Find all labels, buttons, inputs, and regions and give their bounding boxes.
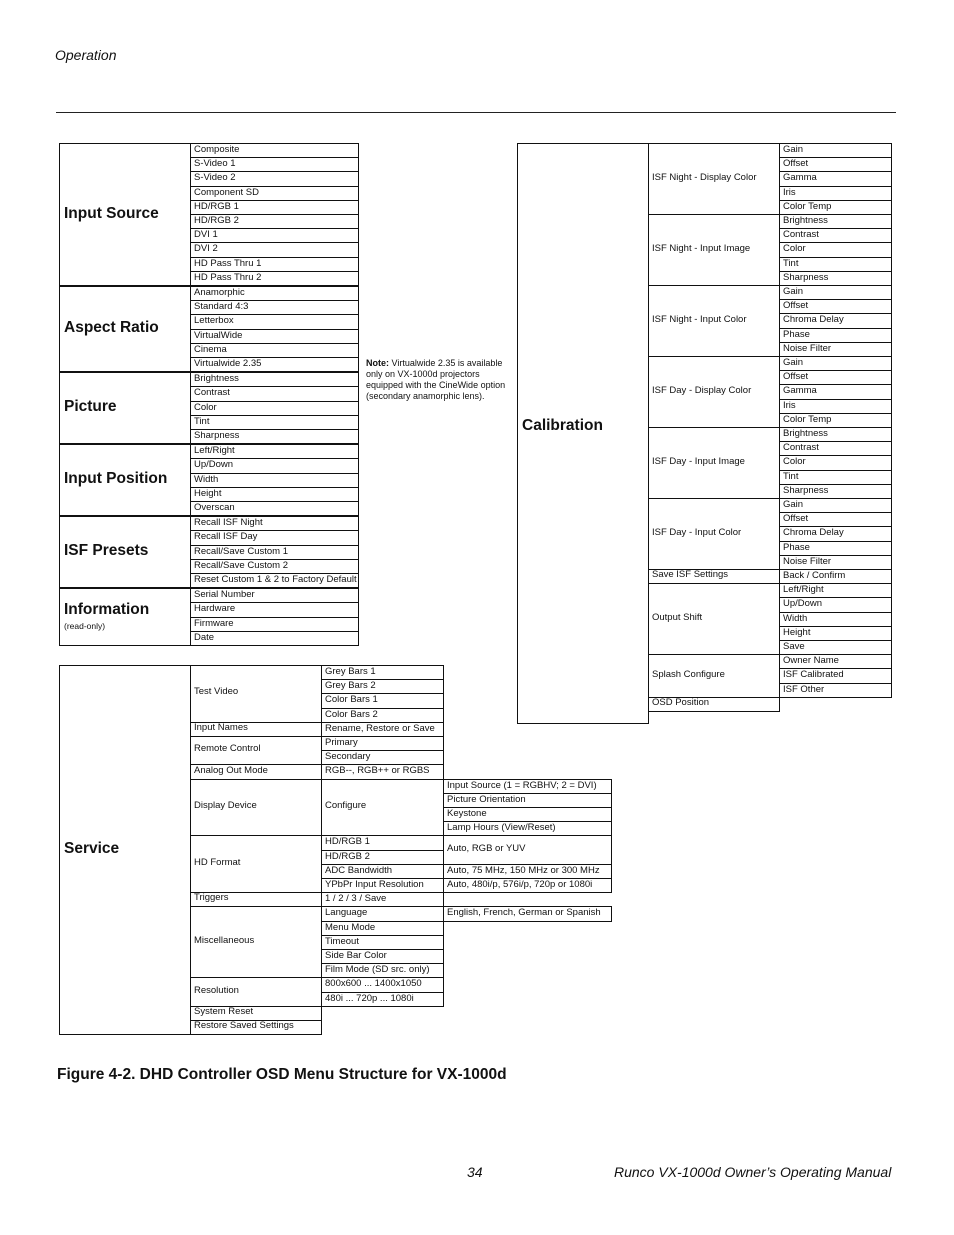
menu-item: Up/Down xyxy=(190,458,359,473)
header-section: Operation xyxy=(55,47,117,63)
calibration-group-label: Output Shift xyxy=(652,611,703,623)
calibration-item: Brightness xyxy=(779,427,892,442)
service-item: YPbPr Input Resolution xyxy=(321,878,444,893)
calibration-item: Tint xyxy=(779,257,892,272)
virtualwide-note xyxy=(366,358,511,402)
calibration-group-label: Splash Configure xyxy=(652,668,725,680)
menu-item: Serial Number xyxy=(190,588,359,603)
service-item: Color Bars 1 xyxy=(321,693,444,708)
service-item: Secondary xyxy=(321,750,444,765)
service-sub-item: Lamp Hours (View/Reset) xyxy=(443,821,612,836)
menu-item: Date xyxy=(190,631,359,646)
calibration-group-label: ISF Night - Input Color xyxy=(652,313,747,325)
calibration-group-label: ISF Day - Input Image xyxy=(652,455,745,467)
menu-item: Cinema xyxy=(190,343,359,358)
calibration-group-label: ISF Night - Display Color xyxy=(652,171,757,183)
menu-item: Composite xyxy=(190,143,359,158)
calibration-group-label: ISF Day - Display Color xyxy=(652,384,752,396)
manual-title: Runco VX-1000d Owner’s Operating Manual xyxy=(614,1164,892,1180)
menu-item: Brightness xyxy=(190,372,359,387)
menu-item: Hardware xyxy=(190,602,359,617)
menu-heading: Aspect Ratio xyxy=(64,319,159,337)
menu-item: Reset Custom 1 & 2 to Factory Default xyxy=(190,573,359,588)
menu-item: Left/Right xyxy=(190,444,359,459)
calibration-item: Iris xyxy=(779,399,892,414)
calibration-item: Phase xyxy=(779,328,892,343)
calibration-item: Phase xyxy=(779,541,892,556)
menu-item: Firmware xyxy=(190,617,359,632)
calibration-group-label: ISF Night - Input Image xyxy=(652,242,751,254)
calibration-item: Noise Filter xyxy=(779,555,892,570)
calibration-item: Save xyxy=(779,640,892,655)
calibration-item: Brightness xyxy=(779,214,892,229)
service-item: 480i ... 720p ... 1080i xyxy=(321,992,444,1007)
service-group-label: Resolution xyxy=(194,984,239,996)
calibration-item: Gain xyxy=(779,285,892,300)
service-group-label: Test Video xyxy=(194,686,239,698)
service-value: Auto, 75 MHz, 150 MHz or 300 MHz xyxy=(443,864,612,879)
calibration-item: Chroma Delay xyxy=(779,313,892,328)
calibration-item: ISF Calibrated xyxy=(779,668,892,683)
service-item: Primary xyxy=(321,736,444,751)
service-heading: Service xyxy=(64,839,120,857)
calibration-item: Offset xyxy=(779,157,892,172)
calibration-item: Tint xyxy=(779,470,892,485)
menu-heading: Input Source xyxy=(64,204,159,222)
menu-item: Recall ISF Night xyxy=(190,516,359,531)
calibration-item: Iris xyxy=(779,186,892,201)
service-group-label: Triggers xyxy=(194,892,229,904)
menu-heading: Information xyxy=(64,601,150,619)
menu-item: DVI 1 xyxy=(190,228,359,243)
calibration-item: Gamma xyxy=(779,171,892,186)
menu-item: HD/RGB 2 xyxy=(190,214,359,229)
calibration-item: Height xyxy=(779,626,892,641)
service-group-label: System Reset xyxy=(194,1005,254,1017)
service-item: Timeout xyxy=(321,935,444,950)
service-item: Menu Mode xyxy=(321,921,444,936)
calibration-heading: Calibration xyxy=(522,417,603,434)
service-sub-item: Keystone xyxy=(443,807,612,822)
calibration-item: Owner Name xyxy=(779,654,892,669)
menu-item: Letterbox xyxy=(190,314,359,329)
menu-item: Standard 4:3 xyxy=(190,300,359,315)
figure-caption: Figure 4-2. DHD Controller OSD Menu Structure for VX-1000d xyxy=(57,1066,507,1083)
menu-item: HD Pass Thru 2 xyxy=(190,271,359,286)
menu-item: Sharpness xyxy=(190,429,359,444)
menu-item: Overscan xyxy=(190,501,359,516)
calibration-item: Noise Filter xyxy=(779,342,892,357)
menu-item: Tint xyxy=(190,415,359,430)
service-item: Grey Bars 1 xyxy=(321,665,444,680)
menu-item: Recall ISF Day xyxy=(190,530,359,545)
service-item: 800x600 ... 1400x1050 xyxy=(321,977,444,992)
menu-item: Color xyxy=(190,401,359,416)
service-group-label: Analog Out Mode xyxy=(194,764,268,776)
calibration-item: Back / Confirm xyxy=(779,569,892,584)
menu-heading: ISF Presets xyxy=(64,542,149,560)
calibration-item: Contrast xyxy=(779,228,892,243)
service-item: Language xyxy=(321,906,444,921)
calibration-group-label: ISF Day - Input Color xyxy=(652,526,742,538)
calibration-item: Gamma xyxy=(779,384,892,399)
service-item: Film Mode (SD src. only) xyxy=(321,963,444,978)
calibration-item: Up/Down xyxy=(779,597,892,612)
calibration-item: Color xyxy=(779,455,892,470)
calibration-item: Width xyxy=(779,612,892,627)
calibration-item: Left/Right xyxy=(779,583,892,598)
service-group-label: Miscellaneous xyxy=(194,934,255,946)
service-sub-item: Picture Orientation xyxy=(443,793,612,808)
service-value: Auto, 480i/p, 576i/p, 720p or 1080i xyxy=(443,878,612,893)
menu-item: HD/RGB 1 xyxy=(190,200,359,215)
menu-item: Virtualwide 2.35 xyxy=(190,357,359,372)
service-sub-item: Input Source (1 = RGBHV; 2 = DVI) xyxy=(443,779,612,794)
service-group-label: Input Names xyxy=(194,721,248,733)
service-group-label: HD Format xyxy=(194,856,241,868)
calibration-group-label: Save ISF Settings xyxy=(652,569,729,581)
menu-item: Recall/Save Custom 2 xyxy=(190,559,359,574)
calibration-item: Gain xyxy=(779,356,892,371)
note-text: Virtualwide 2.35 is available only on VX-1000d projectors equipped with the CineWide option (secondary anamorphic lens). xyxy=(366,358,506,401)
service-group-label: Remote Control xyxy=(194,743,261,755)
menu-item: Anamorphic xyxy=(190,286,359,301)
service-item: ADC Bandwidth xyxy=(321,864,444,879)
service-item: Rename, Restore or Save xyxy=(321,722,444,737)
menu-subnote: (read-only) xyxy=(64,621,106,632)
calibration-item: Color Temp xyxy=(779,413,892,428)
service-item: HD/RGB 2 xyxy=(321,850,444,865)
calibration-item: Sharpness xyxy=(779,484,892,499)
menu-item: Contrast xyxy=(190,386,359,401)
calibration-item: Gain xyxy=(779,143,892,158)
menu-item: Component SD xyxy=(190,186,359,201)
service-group-label: Restore Saved Settings xyxy=(194,1020,294,1032)
menu-heading: Picture xyxy=(64,398,117,416)
header-rule xyxy=(56,112,896,113)
service-value: English, French, German or Spanish xyxy=(443,906,612,921)
service-value: Auto, RGB or YUV xyxy=(443,835,612,864)
menu-item: Width xyxy=(190,473,359,488)
menu-item: S-Video 2 xyxy=(190,171,359,186)
calibration-item: ISF Other xyxy=(779,683,892,698)
menu-item: Recall/Save Custom 1 xyxy=(190,545,359,560)
menu-heading: Input Position xyxy=(64,470,168,488)
menu-item: HD Pass Thru 1 xyxy=(190,257,359,272)
service-item: RGB--, RGB++ or RGBS xyxy=(321,764,444,779)
note-bold: Note: xyxy=(366,358,389,368)
calibration-group-label: OSD Position xyxy=(652,696,710,708)
calibration-item: Offset xyxy=(779,512,892,527)
menu-item: S-Video 1 xyxy=(190,157,359,172)
page-number: 34 xyxy=(467,1164,483,1180)
menu-item: DVI 2 xyxy=(190,242,359,257)
service-mid-label: Configure xyxy=(325,800,367,811)
calibration-item: Color xyxy=(779,242,892,257)
calibration-item: Chroma Delay xyxy=(779,526,892,541)
service-group-label: Display Device xyxy=(194,800,257,811)
calibration-item: Sharpness xyxy=(779,271,892,286)
service-item: Color Bars 2 xyxy=(321,708,444,723)
calibration-item: Offset xyxy=(779,299,892,314)
calibration-item: Color Temp xyxy=(779,200,892,215)
calibration-item: Gain xyxy=(779,498,892,513)
service-item: Side Bar Color xyxy=(321,949,444,964)
service-item: 1 / 2 / 3 / Save xyxy=(321,892,444,907)
menu-item: Height xyxy=(190,487,359,502)
calibration-item: Offset xyxy=(779,370,892,385)
service-item: HD/RGB 1 xyxy=(321,835,444,850)
calibration-item: Contrast xyxy=(779,441,892,456)
menu-item: VirtualWide xyxy=(190,329,359,344)
service-item: Grey Bars 2 xyxy=(321,679,444,694)
